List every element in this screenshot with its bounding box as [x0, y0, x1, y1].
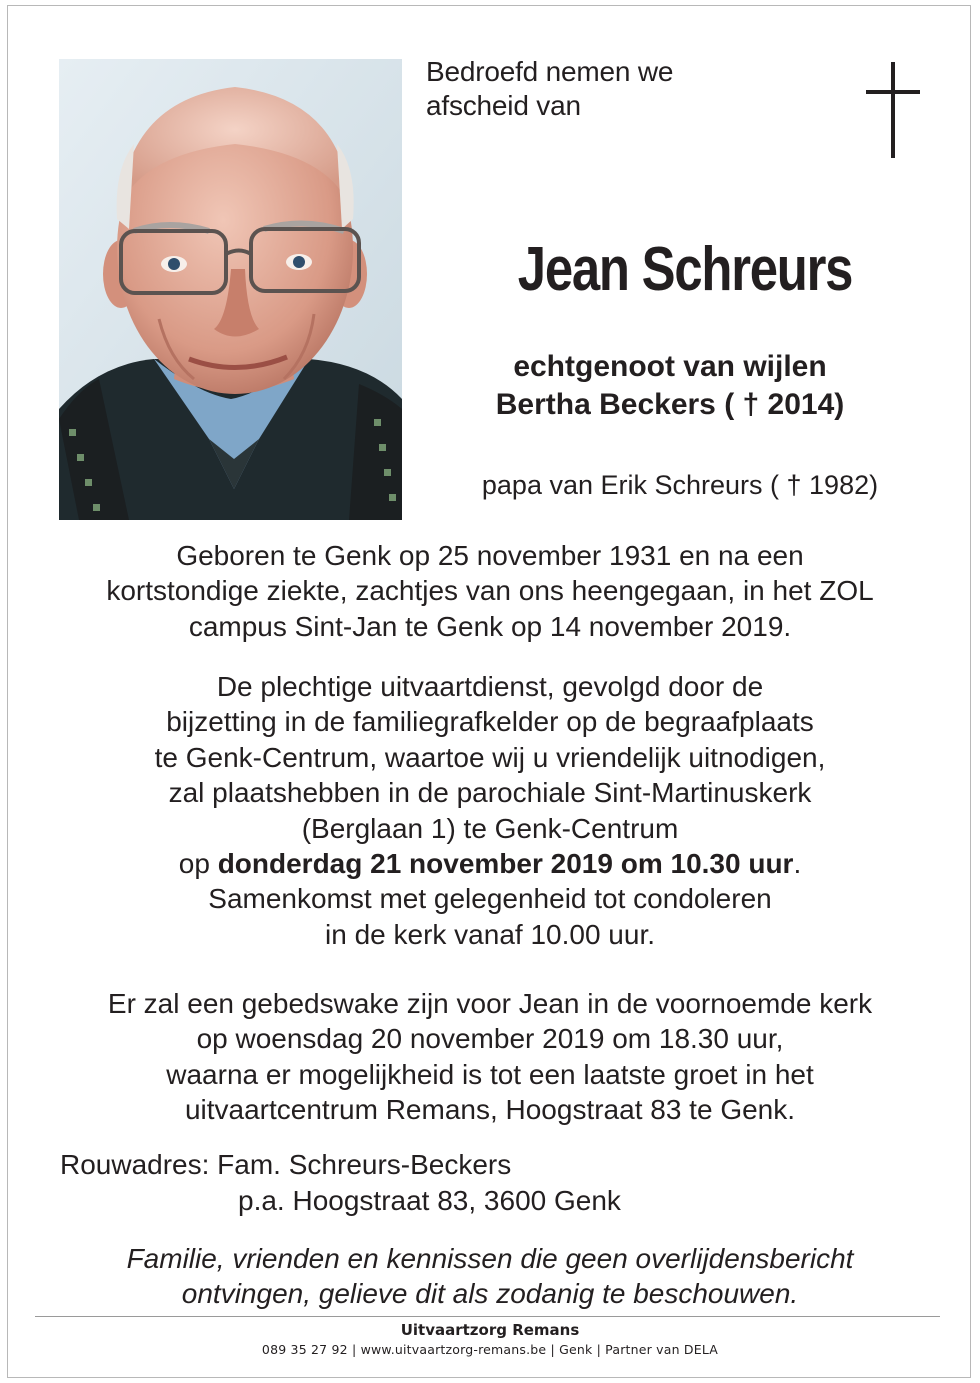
mourning-address-line-2: p.a. Hoogstraat 83, 3600 Genk: [238, 1185, 621, 1216]
deceased-name: Jean Schreurs: [517, 235, 853, 304]
closing-note: [40, 1241, 940, 1311]
mourning-address-line-1: Rouwadres: Fam. Schreurs-Beckers: [60, 1149, 512, 1180]
spouse-line-1: echtgenoot van wijlen: [513, 350, 827, 383]
intro-line-2: afscheid van: [426, 90, 581, 121]
ceremony-line: in de kerk vanaf 10.00 uur.: [325, 918, 655, 950]
vigil-paragraph: [40, 986, 940, 1128]
intro-line-1: Bedroefd nemen we: [426, 56, 674, 87]
vigil-line: waarna er mogelijkheid is tot een laatste groet in het: [166, 1058, 814, 1090]
footer-divider: [35, 1316, 940, 1317]
spouse-line-2: Bertha Beckers ( † 2014): [495, 388, 845, 421]
ceremony-line: De plechtige uitvaartdienst, gevolgd door de: [216, 671, 764, 702]
ceremony-line: Samenkomst met gelegenheid tot condoleren: [208, 883, 772, 915]
ceremony-line: te Genk-Centrum, waartoe wij u vriendelijk uitnodigen,: [154, 741, 826, 773]
birth-line: Geboren te Genk op 25 november 1931 en na een: [176, 540, 804, 571]
ceremony-date-suffix: .: [793, 848, 802, 880]
ceremony-paragraph: [40, 669, 940, 952]
birth-paragraph: [40, 538, 940, 644]
intro-text: [426, 55, 673, 123]
footer-title: Uitvaartzorg Remans: [400, 1321, 580, 1339]
ceremony-date: donderdag 21 november 2019 om 10.30 uur: [217, 848, 794, 880]
birth-line: campus Sint-Jan te Genk op 14 november 2019.: [188, 610, 792, 642]
spouse-text: [430, 348, 910, 424]
ceremony-date-line: [40, 846, 940, 881]
footer-contact-info: 089 35 27 92 | www.uitvaartzorg-remans.be | Genk | Partner van DELA: [261, 1342, 719, 1357]
vigil-line: op woensdag 20 november 2019 om 18.30 uur,: [196, 1023, 784, 1055]
cross-icon: [862, 62, 924, 158]
closing-line-2: ontvingen, gelieve dit als zodanig te beschouwen.: [181, 1278, 799, 1309]
ceremony-line: bijzetting in de familiegrafkelder op de begraafplaats: [166, 706, 814, 738]
portrait-photo: [59, 59, 402, 520]
ceremony-line: (Berglaan 1) te Genk-Centrum: [301, 812, 679, 844]
closing-line-1: Familie, vrienden en kennissen die geen overlijdensbericht: [126, 1243, 854, 1274]
son-text: papa van Erik Schreurs ( † 1982): [481, 470, 879, 500]
birth-line: kortstondige ziekte, zachtjes van ons heengegaan, in het ZOL: [106, 575, 874, 607]
ceremony-line: zal plaatshebben in de parochiale Sint-Martinuskerk: [168, 777, 812, 809]
vigil-line: Er zal een gebedswake zijn voor Jean in de voornoemde kerk: [107, 988, 873, 1019]
ceremony-date-prefix: op: [178, 848, 218, 880]
vigil-line: uitvaartcentrum Remans, Hoogstraat 83 te Genk.: [184, 1094, 796, 1126]
